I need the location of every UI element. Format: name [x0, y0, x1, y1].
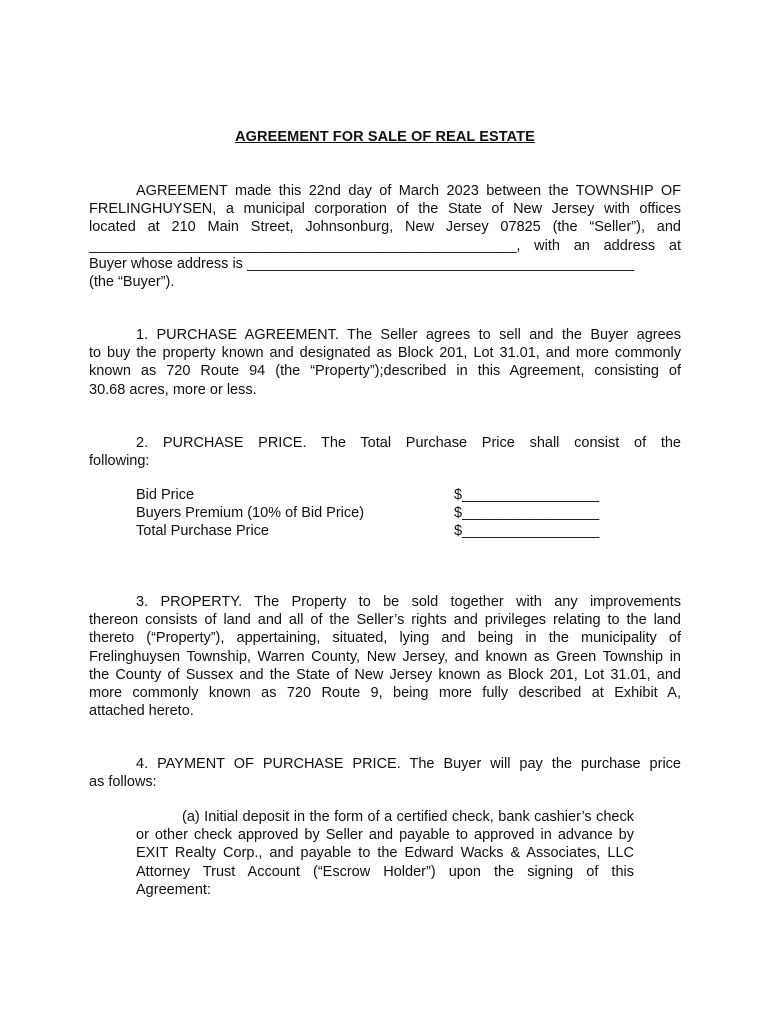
section-4a-line: or other check approved by Seller and payable to approved in advance by: [136, 827, 634, 844]
intro-line: located at 210 Main Street, Johnsonburg, New Jersey 07825 (the “Seller”), and: [89, 219, 681, 236]
intro-line: Buyer whose address is ________________________________________________: [89, 255, 635, 272]
price-amount-blank: $_________________: [454, 505, 600, 521]
section-3-line: 3. PROPERTY. The Property to be sold together with any improvements: [136, 594, 681, 610]
section-3-line: thereto (“Property”), appertaining, situated, lying and being in the municipality of: [89, 630, 681, 647]
section-3-line: thereon consists of land and all of the Seller’s rights and privileges relating to the land: [89, 612, 681, 629]
price-amount-blank: $_________________: [454, 487, 600, 503]
document-title: AGREEMENT FOR SALE OF REAL ESTATE: [235, 129, 535, 145]
section-1-purchase-agreement: [89, 326, 681, 399]
section-4a-line: Attorney Trust Account (“Escrow Holder”) upon the signing of this: [136, 863, 634, 880]
price-row-buyers-premium: [136, 504, 616, 522]
price-label: Bid Price: [136, 487, 195, 503]
price-amount-blank: $_________________: [454, 523, 600, 539]
section-3-line: Frelinghuysen Township, Warren County, New Jersey, and known as Green Township in: [89, 648, 681, 665]
section-2-line: 2. PURCHASE PRICE. The Total Purchase Price shall consist of the: [136, 435, 681, 451]
section-2-line: following:: [89, 453, 150, 470]
section-1-line: known as 720 Route 94 (the “Property”);described in this Agreement, consisting of: [89, 363, 681, 380]
section-4-line: 4. PAYMENT OF PURCHASE PRICE. The Buyer will pay the purchase price: [136, 756, 681, 772]
section-3-line: attached hereto.: [89, 703, 194, 720]
section-4-line: as follows:: [89, 774, 157, 791]
section-1-line: 30.68 acres, more or less.: [89, 381, 257, 398]
intro-line: _____________________________________________________, with an address at: [89, 237, 681, 254]
section-4a-line: Agreement:: [136, 881, 211, 898]
price-label: Total Purchase Price: [136, 523, 269, 539]
section-1-line: to buy the property known and designated as Block 201, Lot 31.01, and more commonly: [89, 345, 681, 362]
section-2-purchase-price: [89, 434, 681, 470]
price-table: [136, 486, 616, 540]
price-row-bid-price: [136, 486, 616, 504]
section-3-property: [89, 593, 681, 720]
section-4a-line: (a) Initial deposit in the form of a certified check, bank cashier’s check: [182, 809, 634, 825]
intro-line: AGREEMENT made this 22nd day of March 2023 between the TOWNSHIP OF: [136, 183, 681, 199]
intro-line: FRELINGHUYSEN, a municipal corporation of the State of New Jersey with offices: [89, 201, 681, 218]
section-4a-initial-deposit: [136, 808, 634, 899]
section-3-line: the County of Sussex and the State of New Jersey known as Block 201, Lot 31.01, and: [89, 666, 681, 683]
price-label: Buyers Premium (10% of Bid Price): [136, 505, 365, 521]
section-4a-line: EXIT Realty Corp., and payable to the Edward Wacks & Associates, LLC: [136, 845, 634, 862]
section-1-line: 1. PURCHASE AGREEMENT. The Seller agrees to sell and the Buyer agrees: [136, 327, 681, 343]
price-row-total-purchase-price: [136, 522, 616, 540]
intro-paragraph: [89, 182, 681, 291]
intro-line: (the “Buyer”).: [89, 273, 175, 290]
section-4-payment-of-purchase-price: [89, 755, 681, 791]
section-3-line: more commonly known as 720 Route 9, being more fully described at Exhibit A,: [89, 684, 681, 701]
